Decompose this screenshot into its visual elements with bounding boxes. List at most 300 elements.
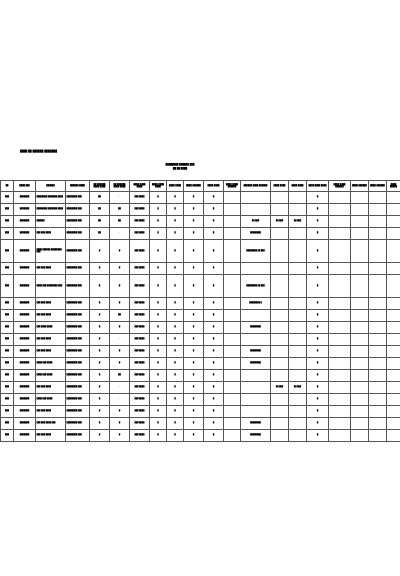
table-cell: █ <box>204 418 224 430</box>
table-cell: █ <box>90 370 110 382</box>
table-cell: ███████ <box>14 228 36 240</box>
table-cell: █ <box>150 406 167 418</box>
table-cell: █ <box>307 192 329 204</box>
table-cell: █ <box>204 370 224 382</box>
table-cell <box>289 334 307 346</box>
table-cell <box>271 322 289 334</box>
table-cell: — <box>110 382 130 394</box>
table-cell <box>351 298 369 310</box>
table-cell: ██ <box>110 204 130 216</box>
table-cell: █ <box>167 298 184 310</box>
table-cell: ██ <box>90 204 110 216</box>
table-cell: █ <box>150 228 167 240</box>
column-header: ██████ ████ ██████ <box>241 181 271 192</box>
table-cell <box>351 228 369 240</box>
table-cell: ███ ███ ████ ███ <box>36 418 66 430</box>
table-cell <box>329 322 351 334</box>
table-cell <box>351 418 369 430</box>
table-row <box>1 394 400 406</box>
table-cell: █ <box>204 358 224 370</box>
table-cell <box>387 275 400 298</box>
table-cell: ███ <box>1 204 14 216</box>
table-cell <box>369 334 387 346</box>
table-cell <box>387 204 400 216</box>
table-cell: ███████ <box>14 394 36 406</box>
table-cell: ███ ███ ████ <box>36 406 66 418</box>
table-cell: ███ <box>1 370 14 382</box>
table-cell: ████████ ███ <box>66 298 90 310</box>
table-cell <box>387 298 400 310</box>
table-cell <box>329 263 351 275</box>
table-cell <box>351 382 369 394</box>
table-cell: █ <box>90 346 110 358</box>
organization-name: ████ ██ ██████ ███████ <box>20 150 58 153</box>
table-cell: █ <box>110 430 130 442</box>
table-cell: ███ ████ <box>130 358 150 370</box>
table-cell: ███ ███ ████ <box>36 228 66 240</box>
table-cell <box>289 298 307 310</box>
table-cell <box>351 216 369 228</box>
table-cell: ███ ████ <box>130 228 150 240</box>
table-cell: ███ ███ ████ <box>36 310 66 322</box>
table-cell: ███ <box>1 406 14 418</box>
table-cell: ███████ <box>14 192 36 204</box>
table-cell: █ <box>167 204 184 216</box>
table-cell: █ <box>307 298 329 310</box>
table-cell: █ <box>150 192 167 204</box>
table-cell: █ <box>307 334 329 346</box>
table-cell: ████████ ███ <box>66 370 90 382</box>
table-cell <box>224 240 241 263</box>
table-cell <box>289 346 307 358</box>
table-cell: ████████ ███ <box>66 430 90 442</box>
table-cell: █ <box>90 322 110 334</box>
table-cell <box>289 406 307 418</box>
table-cell: █ <box>150 275 167 298</box>
table-cell: ███ ████ <box>130 334 150 346</box>
table-cell: ███ ████ <box>130 275 150 298</box>
table-cell: ███ <box>1 298 14 310</box>
table-cell <box>369 382 387 394</box>
table-cell: █ <box>167 382 184 394</box>
table-cell <box>241 263 271 275</box>
column-header: ████ ████ ██████ <box>329 181 351 192</box>
table-cell: ████████ ███ <box>66 216 90 228</box>
table-cell <box>241 192 271 204</box>
table-cell: █ <box>167 334 184 346</box>
table-cell: ████████ ███ <box>66 334 90 346</box>
table-cell <box>329 394 351 406</box>
table-row <box>1 240 400 263</box>
table-cell: █ <box>150 322 167 334</box>
table-cell: █ <box>184 192 204 204</box>
table-cell: █ <box>204 216 224 228</box>
table-cell: █ <box>167 228 184 240</box>
table-cell: ████████ ███ <box>66 322 90 334</box>
table-cell <box>224 204 241 216</box>
table-cell: ████████ ███ <box>66 204 90 216</box>
table-cell: ███████ <box>14 406 36 418</box>
table-row <box>1 204 400 216</box>
table-row <box>1 192 400 204</box>
table-cell: █ <box>307 406 329 418</box>
table-cell <box>271 334 289 346</box>
table-cell <box>387 192 400 204</box>
table-cell <box>351 240 369 263</box>
table-cell <box>387 370 400 382</box>
column-header: ██ <box>1 181 14 192</box>
table-cell: ███ <box>1 216 14 228</box>
table-cell: █ <box>167 346 184 358</box>
table-cell <box>329 406 351 418</box>
table-cell: ███ <box>1 310 14 322</box>
table-cell: ████████ ███ <box>66 228 90 240</box>
table-cell <box>387 382 400 394</box>
table-cell: █ <box>184 228 204 240</box>
table-row <box>1 346 400 358</box>
table-cell: █ <box>184 240 204 263</box>
table-cell <box>241 370 271 382</box>
table-cell: ███████ <box>14 370 36 382</box>
column-header: ████ ████ ████ <box>150 181 167 192</box>
table-row <box>1 370 400 382</box>
table-cell <box>351 263 369 275</box>
table-cell: ███████ <box>14 216 36 228</box>
table-cell <box>224 382 241 394</box>
table-cell: ████████ <box>241 358 271 370</box>
table-cell <box>351 322 369 334</box>
table-cell <box>241 204 271 216</box>
table-cell: █ <box>307 346 329 358</box>
table-cell: ████████ ███ <box>66 192 90 204</box>
table-cell: █ <box>167 192 184 204</box>
table-cell <box>224 370 241 382</box>
table-row <box>1 298 400 310</box>
table-cell <box>387 334 400 346</box>
table-cell: █ <box>110 346 130 358</box>
table-cell <box>351 370 369 382</box>
table-cell: ███ <box>1 358 14 370</box>
table-cell <box>224 358 241 370</box>
table-cell <box>271 192 289 204</box>
table-cell: ████████ ███████ ████ <box>36 204 66 216</box>
table-cell <box>289 394 307 406</box>
table-row <box>1 322 400 334</box>
table-cell <box>387 430 400 442</box>
column-header: ████ ████ ██████ <box>224 181 241 192</box>
column-header: ██ ██████ ████ ████ <box>90 181 110 192</box>
table-cell: █ <box>307 275 329 298</box>
table-cell: — <box>110 228 130 240</box>
table-cell: ████████ ███ <box>66 275 90 298</box>
table-cell <box>329 310 351 322</box>
table-cell: █ <box>204 322 224 334</box>
table-cell <box>271 358 289 370</box>
table-cell: ████████ █ <box>241 298 271 310</box>
table-cell <box>387 406 400 418</box>
table-cell: ███ <box>1 240 14 263</box>
table-cell <box>241 334 271 346</box>
table-cell: ███████ <box>14 346 36 358</box>
table-cell: █ <box>307 382 329 394</box>
table-cell: █ <box>204 192 224 204</box>
table-cell: █ <box>167 322 184 334</box>
table-cell: ███ ████ <box>130 310 150 322</box>
table-cell: ███████ <box>14 430 36 442</box>
table-cell <box>224 298 241 310</box>
table-cell: █ <box>90 406 110 418</box>
table-row <box>1 228 400 240</box>
table-cell: █ <box>184 382 204 394</box>
table-cell: █ <box>307 358 329 370</box>
table-cell: █ <box>307 204 329 216</box>
table-cell <box>387 418 400 430</box>
table-cell <box>369 228 387 240</box>
table-cell <box>369 406 387 418</box>
table-cell: ████ ███ ████ <box>36 370 66 382</box>
table-cell: ███ <box>1 228 14 240</box>
table-row <box>1 334 400 346</box>
table-cell <box>224 346 241 358</box>
table-cell: ███████ <box>14 418 36 430</box>
table-cell: █ <box>110 406 130 418</box>
table-cell: █ <box>307 322 329 334</box>
table-cell: █ <box>167 406 184 418</box>
table-cell <box>241 310 271 322</box>
table-cell: ███ ███ ████ <box>36 430 66 442</box>
table-cell: █ <box>150 394 167 406</box>
table-cell <box>351 394 369 406</box>
table-cell: ██ ███ <box>271 216 289 228</box>
table-cell: █ <box>150 382 167 394</box>
table-cell <box>289 228 307 240</box>
table-cell: ███ ████ <box>130 192 150 204</box>
table-cell: █ <box>110 240 130 263</box>
table-cell: ███████ <box>14 382 36 394</box>
table-row <box>1 418 400 430</box>
table-cell <box>224 334 241 346</box>
table-cell: █ <box>167 240 184 263</box>
table-cell <box>369 240 387 263</box>
table-cell: █ <box>204 334 224 346</box>
column-header: ████ ██████ <box>369 181 387 192</box>
table-cell <box>369 370 387 382</box>
table-cell: ███ <box>1 418 14 430</box>
table-cell: █ <box>90 263 110 275</box>
table-cell: █ <box>150 358 167 370</box>
table-cell: ███ ████ <box>130 394 150 406</box>
table-cell: — <box>110 334 130 346</box>
table-cell: █ <box>184 394 204 406</box>
table-cell: █ <box>110 322 130 334</box>
table-cell <box>224 275 241 298</box>
table-cell <box>271 263 289 275</box>
table-cell: ███ ████ <box>130 263 150 275</box>
table-cell <box>329 216 351 228</box>
table-cell: ███ ████ <box>130 346 150 358</box>
table-cell <box>271 430 289 442</box>
table-cell: █ <box>110 298 130 310</box>
table-cell: ███ ████ <box>130 430 150 442</box>
table-cell: ██ <box>90 192 110 204</box>
table-cell <box>289 370 307 382</box>
table-cell: ███ <box>1 430 14 442</box>
table-cell: █ <box>204 430 224 442</box>
table-cell: █ <box>110 418 130 430</box>
table-cell: █ <box>184 430 204 442</box>
table-cell: █ <box>150 204 167 216</box>
table-cell: ████████ ███ <box>66 406 90 418</box>
table-cell: ██ ███ <box>289 216 307 228</box>
report-title: ████████ ██████ ███ <box>165 164 195 166</box>
table-cell: ████████ <box>241 228 271 240</box>
table-cell: █ <box>110 275 130 298</box>
table-cell: ███ ████ <box>130 418 150 430</box>
table-cell: ███████ <box>14 358 36 370</box>
table-cell: ███ <box>1 382 14 394</box>
table-cell: ███ ████ <box>130 298 150 310</box>
column-header: ████ ██████ <box>184 181 204 192</box>
table-cell <box>329 370 351 382</box>
table-cell <box>387 263 400 275</box>
table-cell <box>369 204 387 216</box>
table-cell <box>369 418 387 430</box>
table-cell <box>224 310 241 322</box>
table-cell <box>289 418 307 430</box>
table-cell <box>289 263 307 275</box>
table-cell: — <box>110 394 130 406</box>
table-cell <box>289 310 307 322</box>
table-cell <box>387 240 400 263</box>
table-cell: ███ ████ <box>130 240 150 263</box>
table-cell: ████████ ██ ███ <box>241 275 271 298</box>
table-cell: █ <box>204 275 224 298</box>
table-cell: █ <box>204 346 224 358</box>
table-cell: █ <box>204 263 224 275</box>
table-cell: ██ <box>110 216 130 228</box>
table-cell: ███ ████ <box>130 204 150 216</box>
table-cell: ███ ████ <box>130 382 150 394</box>
column-header: ████ ████ <box>204 181 224 192</box>
table-cell <box>329 382 351 394</box>
table-cell: █ <box>204 240 224 263</box>
table-cell <box>369 216 387 228</box>
column-header: ████ ████ <box>271 181 289 192</box>
table-cell: █ <box>184 334 204 346</box>
table-cell: ████████ ███ <box>66 358 90 370</box>
table-cell <box>224 322 241 334</box>
table-cell <box>271 346 289 358</box>
table-cell <box>387 310 400 322</box>
table-row <box>1 263 400 275</box>
table-cell <box>369 394 387 406</box>
table-cell <box>224 430 241 442</box>
table-cell: █ <box>167 418 184 430</box>
table-cell: ██ ███ <box>289 382 307 394</box>
table-cell: █ <box>204 394 224 406</box>
table-cell: ███████ <box>14 310 36 322</box>
table-cell: █ <box>150 370 167 382</box>
table-cell: █ <box>184 370 204 382</box>
table-cell <box>329 430 351 442</box>
table-cell: █ <box>150 334 167 346</box>
column-header: ██ ██████ ████ ████ <box>110 181 130 192</box>
table-cell <box>329 240 351 263</box>
table-cell: █ <box>204 310 224 322</box>
table-row <box>1 382 400 394</box>
table-cell: █ <box>307 216 329 228</box>
table-cell: █ <box>184 418 204 430</box>
table-cell <box>351 346 369 358</box>
table-cell: █ <box>167 370 184 382</box>
table-cell: █ <box>184 216 204 228</box>
table-cell: ████ ███ ████ <box>36 358 66 370</box>
table-cell: ████████ ███ <box>66 263 90 275</box>
table-cell: ██ <box>90 216 110 228</box>
table-cell: ██ <box>90 228 110 240</box>
table-cell: ███ <box>1 334 14 346</box>
table-cell: █ <box>204 406 224 418</box>
table-cell: ██ <box>110 310 130 322</box>
table-cell: █ <box>167 430 184 442</box>
table-cell <box>351 358 369 370</box>
table-cell: ███████ <box>14 334 36 346</box>
table-cell <box>351 430 369 442</box>
table-cell <box>241 406 271 418</box>
table-cell <box>369 192 387 204</box>
table-cell: █ <box>307 310 329 322</box>
table-cell <box>271 418 289 430</box>
table-cell: █ <box>150 346 167 358</box>
column-header: ████ ███ <box>14 181 36 192</box>
table-cell: █ <box>184 263 204 275</box>
table-cell <box>289 240 307 263</box>
table-cell: █ <box>184 298 204 310</box>
table-cell: █ <box>204 382 224 394</box>
table-cell <box>224 228 241 240</box>
table-cell: ████████ ███ <box>66 382 90 394</box>
table-cell <box>224 406 241 418</box>
table-cell: █ <box>167 394 184 406</box>
table-cell <box>369 263 387 275</box>
table-cell: ███ <box>1 263 14 275</box>
table-row <box>1 275 400 298</box>
table-cell: █ <box>90 334 110 346</box>
table-cell: █ <box>90 298 110 310</box>
table-cell <box>387 322 400 334</box>
table-cell: █ <box>150 430 167 442</box>
table-cell: ███ ████ <box>130 322 150 334</box>
table-cell: ████████ ███ <box>66 346 90 358</box>
table-cell: — <box>110 192 130 204</box>
table-cell: █ <box>90 394 110 406</box>
table-cell: ███ ███ ████ <box>36 298 66 310</box>
table-cell <box>271 394 289 406</box>
table-cell: ████ ███ ████████ ███ <box>36 275 66 298</box>
table-cell: ███ ███ ████ <box>36 382 66 394</box>
table-cell: █ <box>204 228 224 240</box>
table-cell: ███████ <box>14 240 36 263</box>
table-cell: ████████ <box>241 430 271 442</box>
table-cell <box>224 216 241 228</box>
table-cell: █ <box>307 240 329 263</box>
table-cell: █ <box>307 370 329 382</box>
table-cell <box>289 204 307 216</box>
table-row <box>1 216 400 228</box>
table-cell: ████████ ███ <box>66 394 90 406</box>
column-header: ██████ <box>36 181 66 192</box>
table-cell <box>387 228 400 240</box>
